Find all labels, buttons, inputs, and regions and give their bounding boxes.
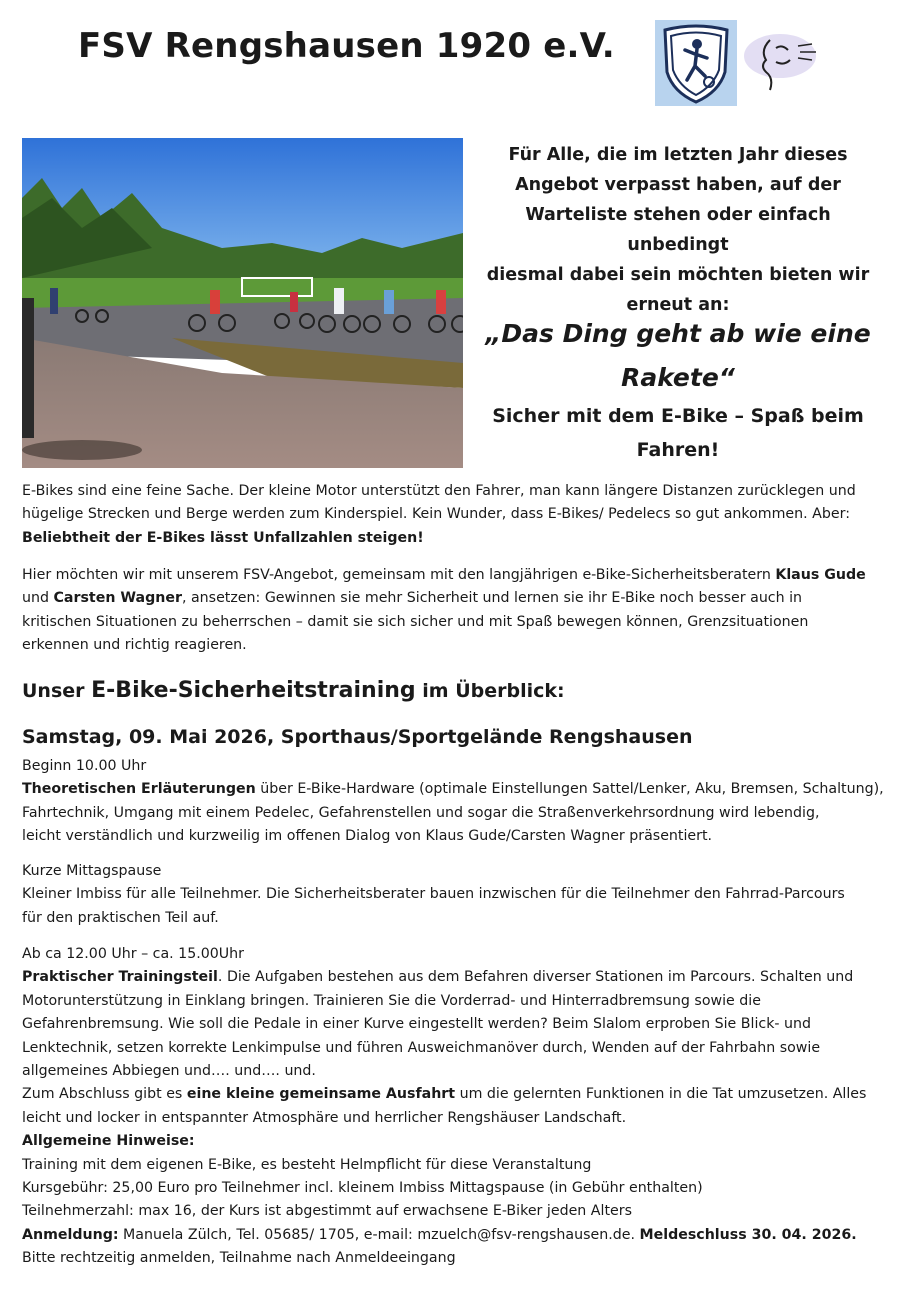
subslogan (472, 399, 884, 467)
paragraph-offer (22, 564, 902, 658)
intro-line: diesmal dabei sein möchten bieten wir (486, 265, 870, 285)
text-span: . Die Aufgaben bestehen aus dem Befahren diverser Stationen im Parcours. Schalten und (217, 969, 854, 986)
heading-part: Unser (22, 680, 92, 702)
lunch-title: Kurze Mittagspause (22, 863, 162, 879)
text-span: über E-Bike-Hardware (optimale Einstellungen Sattel/Lenker, Aku, Bremsen, Schaltung), (255, 781, 884, 798)
ride-highlight: eine kleine gemeinsame Ausfahrt (186, 1086, 456, 1103)
text-line: Fahrtechnik, Umgang mit einem Pedelec, Gefahrenstellen und sogar die Straßenverkehrsordnung wird lebendig, (22, 804, 820, 821)
heading-main: E-Bike-Sicherheitstraining (91, 678, 416, 703)
intro-text (472, 140, 884, 320)
start-time: Beginn 10.00 Uhr (22, 758, 147, 774)
text-line: leicht und locker in entspannter Atmosphäre und herrlicher Rengshäuser Landschaft. (22, 1109, 627, 1126)
text-span: , ansetzen: Gewinnen sie mehr Sicherheit und lernen sie ihr E-Bike noch besser auch in (181, 590, 803, 607)
schedule-practice (22, 943, 902, 1271)
trainer-name: Klaus Gude (775, 567, 866, 583)
intro-line: Für Alle, die im letzten Jahr dieses (508, 145, 848, 165)
intro-line: Warteliste stehen oder einfach unbedingt (525, 205, 831, 255)
notes-heading: Allgemeine Hinweise: (22, 1133, 195, 1150)
text-span: Hier möchten wir mit unserem FSV-Angebot, gemeinsam mit den langjährigen e-Bike-Sicherheitsberatern (22, 567, 776, 583)
text-line: Lenktechnik, setzen korrekte Lenkimpulse und führen Ausweichmanöver durch, Wenden auf der Fahrbahn sowie (22, 1039, 821, 1056)
slogan (472, 312, 884, 400)
text-line: hügelige Strecken und Berge werden zum Kinderspiel. Kein Wunder, dass E-Bikes/ Pedelecs so gut ankommen. Aber: (22, 506, 850, 523)
text-line: Motorunterstützung in Einklang bringen. Trainieren Sie die Vorderrad- und Hinterradbremsung sowie die (22, 992, 761, 1009)
training-photo (22, 138, 463, 468)
text-line: Kleiner Imbiss für alle Teilnehmer. Die Sicherheitsberater bauen inzwischen für die Teilnehmer den Fahrrad-Parcours (22, 886, 845, 903)
text-line: allgemeines Abbiegen und…. und…. und. (22, 1063, 316, 1080)
trainer-name: Carsten Wagner (53, 590, 182, 607)
subslogan-line: Sicher mit dem E-Bike – Spaß beim (492, 405, 864, 427)
registration-deadline: Meldeschluss 30. 04. 2026. (639, 1226, 857, 1243)
heading-part: im Überblick: (415, 680, 565, 702)
text-line: E-Bikes sind eine feine Sache. Der kleine Motor unterstützt den Fahrer, man kann längere Distanzen zurücklegen und (22, 483, 856, 499)
page-title: FSV Rengshausen 1920 e.V. (78, 26, 615, 66)
subslogan-line: Fahren! (636, 439, 720, 461)
text-line: Bitte rechtzeitig anmelden, Teilnahme nach Anmeldeeingang (22, 1250, 456, 1267)
text-line: leicht verständlich und kurzweilig im offenen Dialog von Klaus Gude/Carsten Wagner präsentiert. (22, 828, 713, 845)
warning-text: Beliebtheit der E-Bikes lässt Unfallzahlen steigen! (22, 529, 424, 546)
registration-contact: Manuela Zülch, Tel. 05685/ 1705, e-mail: mzuelch@fsv-rengshausen.de. (118, 1226, 640, 1243)
schedule-morning (22, 755, 902, 849)
practice-time: Ab ca 12.00 Uhr – ca. 15.00Uhr (22, 946, 245, 962)
paragraph-intro (22, 480, 902, 550)
theory-label: Theoretischen Erläuterungen (22, 781, 256, 798)
practice-label: Praktischer Trainingsteil (22, 969, 218, 986)
slogan-line: „Das Ding geht ab wie eine (485, 319, 871, 348)
text-line: für den praktischen Teil auf. (22, 909, 219, 926)
face-sketch-logo (740, 26, 824, 98)
text-line: kritischen Situationen zu beherrschen – damit sie sich sicher und mit Spaß bewegen können, Grenzsituationen (22, 613, 809, 630)
event-date-heading: Samstag, 09. Mai 2026, Sporthaus/Sportgelände Rengshausen (22, 726, 693, 748)
club-crest-logo (655, 20, 737, 106)
text-span: Zum Abschluss gibt es (22, 1086, 187, 1103)
text-line: Gefahrenbremsung. Wie soll die Pedale in einer Kurve eingestellt werden? Beim Slalom erproben Sie Blick- und (22, 1016, 812, 1033)
text-span: und (22, 590, 54, 607)
text-line: Training mit dem eigenen E-Bike, es besteht Helmpflicht für diese Veranstaltung (22, 1156, 592, 1173)
text-span: um die gelernten Funktionen in die Tat umzusetzen. Alles (455, 1086, 867, 1103)
schedule-lunch (22, 860, 902, 930)
registration-label: Anmeldung: (22, 1226, 119, 1243)
section-heading (22, 678, 565, 703)
text-line: erkennen und richtig reagieren. (22, 637, 247, 654)
intro-line: Angebot verpasst haben, auf der (515, 175, 841, 195)
slogan-line: Rakete“ (621, 363, 735, 392)
intro-line: erneut an: (626, 295, 730, 315)
participants-line: Teilnehmerzahl: max 16, der Kurs ist abgestimmt auf erwachsene E-Biker jeden Alters (22, 1203, 632, 1220)
fee-line: Kursgebühr: 25,00 Euro pro Teilnehmer incl. kleinem Imbiss Mittagspause (in Gebühr enthalten) (22, 1180, 703, 1197)
